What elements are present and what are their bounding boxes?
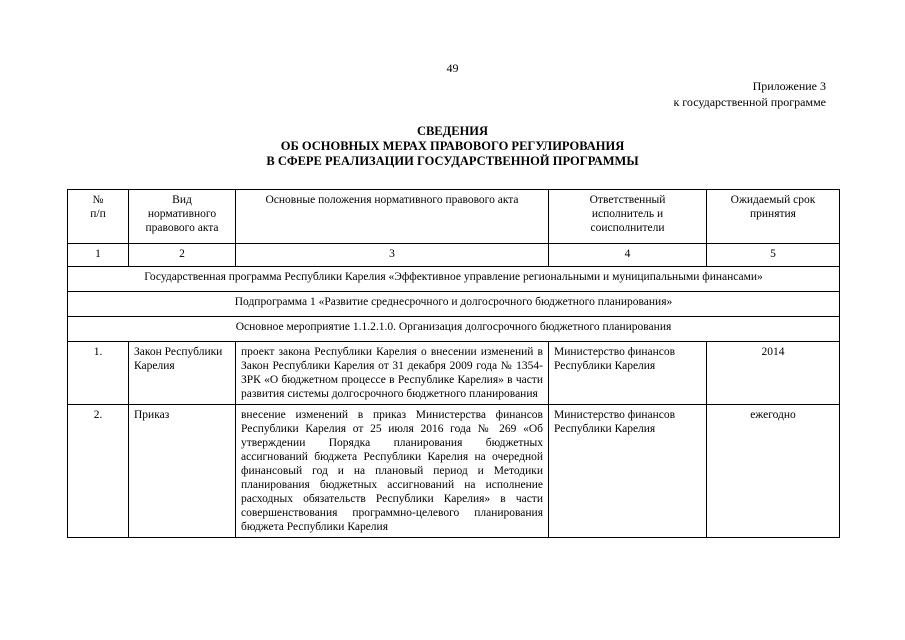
column-number: 3: [236, 244, 549, 267]
row-responsible: Министерство финансов Республики Карелия: [549, 342, 707, 405]
row-act-type: Закон Республики Карелия: [129, 342, 236, 405]
page-number: 49: [446, 61, 459, 75]
column-number: 4: [549, 244, 707, 267]
program-row: [68, 267, 840, 292]
appendix-reference: [673, 78, 826, 110]
header-deadline: Ожидаемый срок принятия: [707, 190, 840, 244]
row-deadline: ежегодно: [707, 405, 840, 538]
header-number: № п/п: [68, 190, 129, 244]
row-number: 2.: [68, 405, 129, 538]
appendix-line-2: к государственной программе: [673, 95, 826, 109]
header-act-type: Вид нормативного правового акта: [129, 190, 236, 244]
title-line-2: ОБ ОСНОВНЫХ МЕРАХ ПРАВОВОГО РЕГУЛИРОВАНИЯ: [280, 139, 625, 153]
column-number: 2: [129, 244, 236, 267]
header-responsible: Ответственный исполнитель и соисполнители: [549, 190, 707, 244]
activity-row: [68, 317, 840, 342]
row-provisions: внесение изменений в приказ Министерства финансов Республики Карелия от 25 июля 2016 года № 269 «Об утверждении Порядка планирования бюджетных ассигнований бюджета Республики Карелия на очередной финансовый год и на плановый период и Методики планирования бюджетных ассигнований на исполнение расходных обязательств Республики Карелия» в части совершенствования программно-целевого планирования бюджета Республики Карелия: [236, 405, 549, 538]
row-act-type: Приказ: [129, 405, 236, 538]
table-row: [68, 405, 840, 538]
table-header-row: [68, 190, 840, 244]
appendix-line-1: Приложение 3: [752, 79, 826, 93]
header-provisions: Основные положения нормативного правового акта: [236, 190, 549, 244]
column-number: 5: [707, 244, 840, 267]
row-deadline: 2014: [707, 342, 840, 405]
column-number: 1: [68, 244, 129, 267]
table-row: [68, 342, 840, 405]
legal-measures-table: [67, 189, 840, 538]
row-provisions: проект закона Республики Карелия о внесении изменений в Закон Республики Карелия от 31 декабря 2009 года № 1354-ЗРК «О бюджетном процессе в Республике Карелия» в части развития системы долгосрочного бюджетного планирования: [236, 342, 549, 405]
activity-name: Основное мероприятие 1.1.2.1.0. Организация долгосрочного бюджетного планирования: [68, 317, 840, 342]
subprogram-row: [68, 292, 840, 317]
title-line-1: СВЕДЕНИЯ: [416, 124, 489, 138]
row-number: 1.: [68, 342, 129, 405]
subprogram-name: Подпрограмма 1 «Развитие среднесрочного и долгосрочного бюджетного планирования»: [68, 292, 840, 317]
document-title: [0, 124, 905, 169]
row-responsible: Министерство финансов Республики Карелия: [549, 405, 707, 538]
title-line-3: В СФЕРЕ РЕАЛИЗАЦИИ ГОСУДАРСТВЕННОЙ ПРОГРАММЫ: [266, 154, 639, 168]
program-name: Государственная программа Республики Карелия «Эффективное управление региональными и муниципальными финансами»: [68, 267, 840, 292]
column-number-row: [68, 244, 840, 267]
